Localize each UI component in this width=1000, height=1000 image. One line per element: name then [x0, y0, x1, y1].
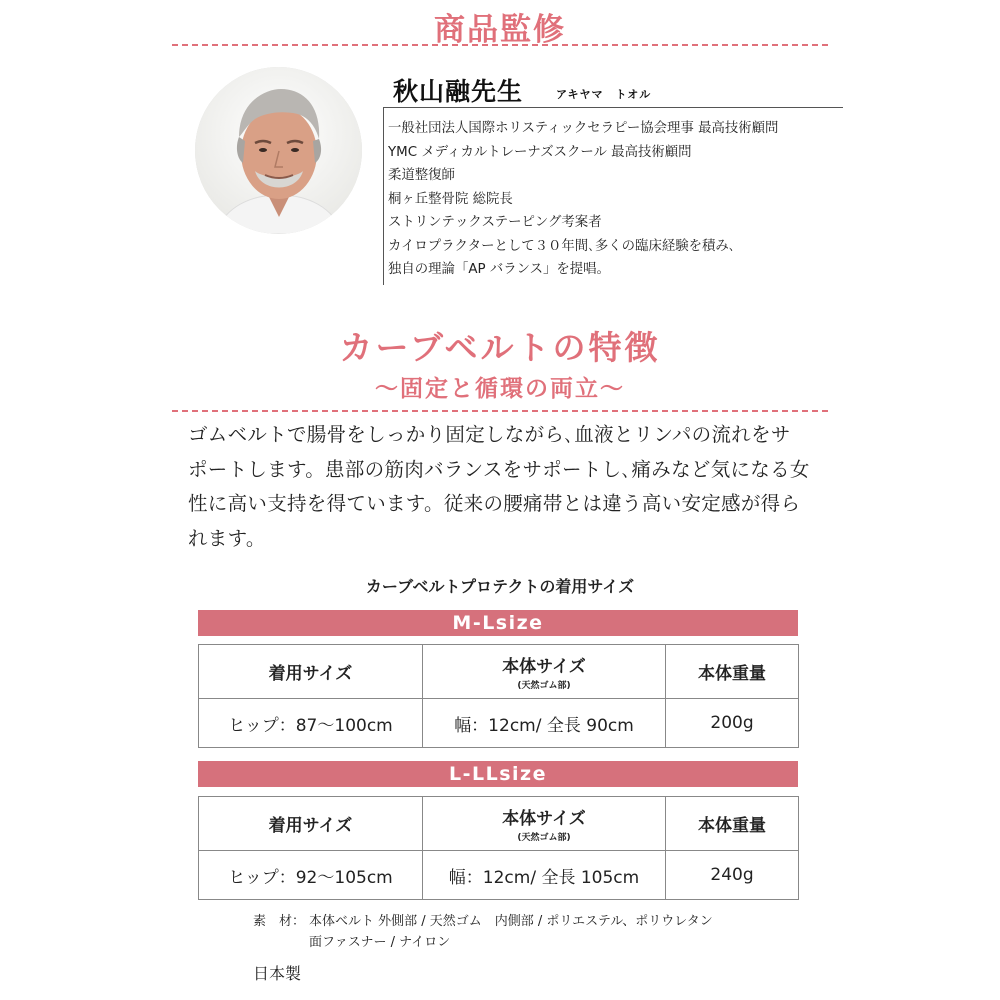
supervision-title: 商品監修	[434, 12, 566, 48]
supervisor-name-reading: アキヤマ トオル	[556, 88, 652, 101]
portrait-illustration	[195, 67, 362, 234]
size-band-m-l: M-Lsize	[198, 610, 798, 636]
table-row	[199, 699, 799, 748]
header-body-size-note: (天然ゴム部)	[517, 681, 571, 691]
supervisor-photo	[195, 67, 362, 234]
bio-line: 一般社団法人国際ホリスティックセラピー協会理事 最高技術顧問	[388, 121, 779, 136]
table-header-row	[199, 645, 799, 699]
cell-dimensions: 幅：12cm/ 全長 105cm	[423, 851, 666, 900]
header-wear-size: 着用サイズ	[199, 645, 423, 699]
name-underline	[383, 107, 843, 108]
description-line: 性に高い支持を得ています。従来の腰痛帯とは違う高い安定感が得ら	[188, 492, 801, 515]
header-wear-size: 着用サイズ	[199, 797, 423, 851]
material-label: 素 材：	[253, 914, 306, 929]
country-of-origin: 日本製	[253, 964, 302, 983]
bio-line: 桐ヶ丘整骨院 総院長	[388, 191, 513, 207]
bio-line: 独自の理論「AP バランス」を提唱｡	[388, 262, 604, 277]
features-description	[188, 418, 828, 556]
size-table-l-ll	[198, 796, 799, 900]
header-body-size-note: (天然ゴム部)	[517, 833, 571, 843]
cell-dimensions: 幅：12cm/ 全長 90cm	[423, 699, 666, 748]
dashed-divider	[172, 44, 828, 46]
header-body-size	[423, 645, 666, 699]
description-line: ポートします。患部の筋肉バランスをサポートし､痛みなど気になる女	[188, 457, 810, 481]
cell-hip: ヒップ：92〜105cm	[199, 851, 423, 900]
bio-line: YMC メディカルトレーナズスクール 最高技術顧問	[388, 144, 692, 160]
supervisor-name: 秋山融先生	[393, 77, 524, 106]
cell-hip: ヒップ：87〜100cm	[199, 699, 423, 748]
description-line: れます。	[188, 526, 266, 550]
header-body-size-label: 本体サイズ	[502, 657, 586, 677]
table-header-row	[199, 797, 799, 851]
features-subtitle: 〜固定と循環の両立〜	[375, 376, 625, 402]
description-line: ゴムベルトで腸骨をしっかり固定しながら､血液とリンパの流れをサ	[188, 423, 791, 446]
header-body-size-label: 本体サイズ	[502, 809, 586, 829]
bio-line: 柔道整復師	[388, 168, 455, 183]
material-line-1: 本体ベルト 外側部 / 天然ゴム 内側部 / ポリエステル、ポリウレタン	[309, 914, 713, 929]
table-row	[199, 851, 799, 900]
supervisor-bio	[388, 117, 778, 282]
header-body-size	[423, 797, 666, 851]
size-table-m-l	[198, 644, 799, 748]
cell-weight: 200g	[666, 699, 799, 748]
dashed-divider	[172, 410, 828, 412]
size-heading: カーブベルトプロテクトの着用サイズ	[365, 577, 635, 596]
cell-weight: 240g	[666, 851, 799, 900]
header-weight: 本体重量	[666, 645, 799, 699]
size-band-l-ll: L-LLsize	[198, 761, 798, 787]
header-weight: 本体重量	[666, 797, 799, 851]
features-title: カーブベルトの特徴	[339, 328, 661, 367]
material-info	[253, 911, 713, 953]
bio-left-rule	[383, 107, 384, 285]
bio-line: カイロプラクターとして３０年間､多くの臨床経験を積み､	[388, 238, 736, 254]
material-line-2: 面ファスナー / ナイロン	[309, 935, 451, 950]
bio-line: ストリンテックステーピング考案者	[388, 215, 602, 230]
